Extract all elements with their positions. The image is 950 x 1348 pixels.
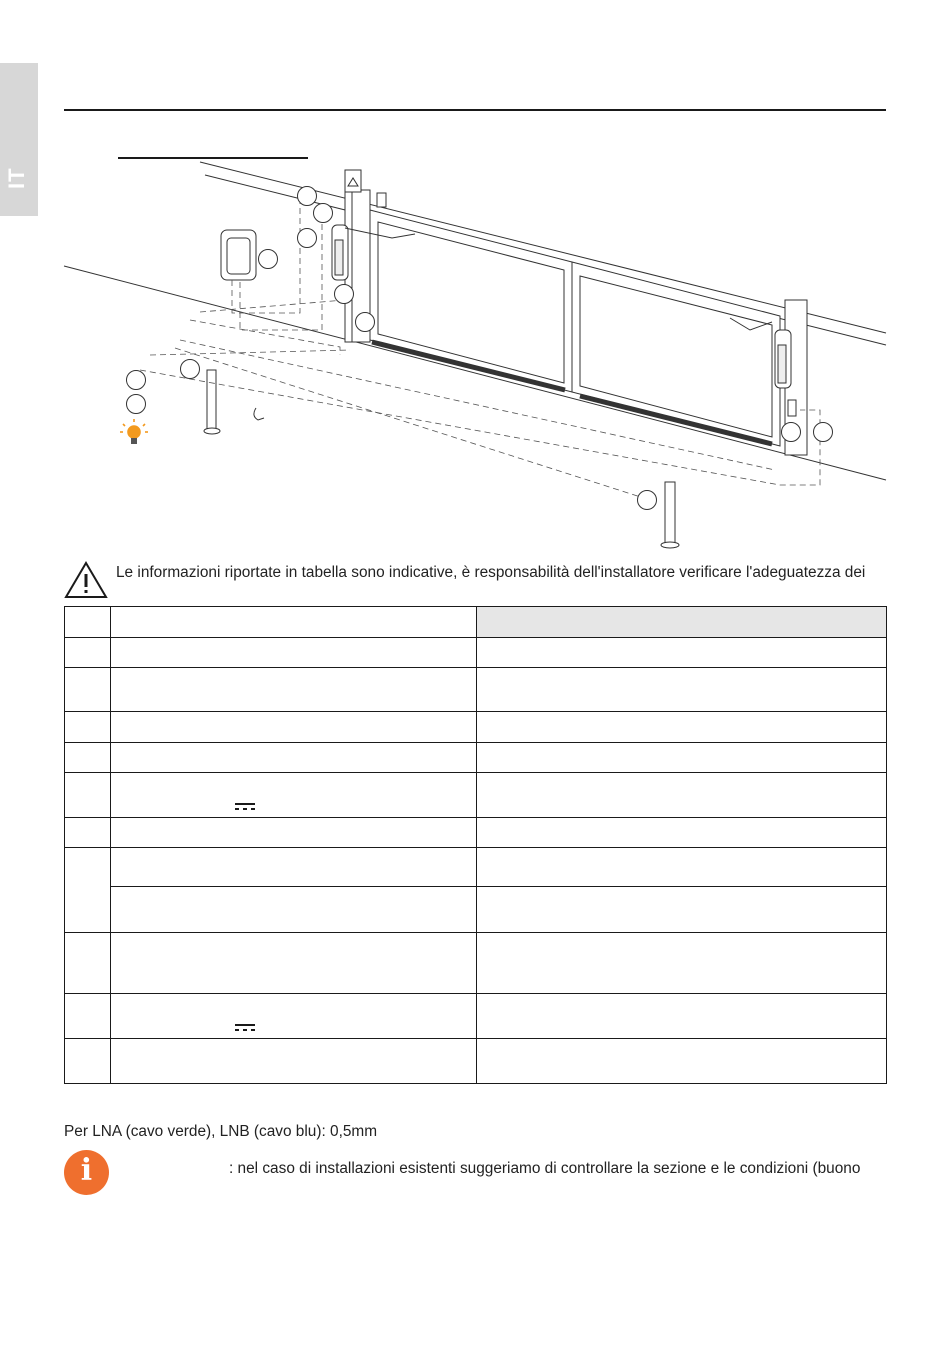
lamp-icon bbox=[120, 419, 148, 444]
callout-circle bbox=[127, 371, 146, 390]
installation-diagram bbox=[0, 0, 950, 560]
cable-spec-table bbox=[64, 606, 887, 1084]
info-note bbox=[64, 1150, 886, 1200]
callout-circle bbox=[298, 229, 317, 248]
info-icon: i bbox=[64, 1150, 109, 1195]
callout-circle bbox=[127, 395, 146, 414]
callout-circle bbox=[181, 360, 200, 379]
table-row bbox=[65, 994, 887, 1039]
dc-symbol-icon bbox=[235, 1024, 255, 1032]
key-selector bbox=[345, 170, 361, 192]
table-row bbox=[65, 818, 887, 848]
callout-circle bbox=[814, 423, 833, 442]
table-row bbox=[65, 743, 887, 773]
warning-text: Le informazioni riportate in tabella sono indicative, è responsabilità dell'installatore verificare l'adeguatezza dei bbox=[116, 564, 866, 581]
table-row bbox=[65, 773, 887, 818]
table-row bbox=[65, 712, 887, 743]
table-row bbox=[65, 1039, 887, 1084]
table-cell bbox=[65, 607, 111, 638]
photocell-post-right bbox=[665, 482, 675, 544]
language-tab-label: IT bbox=[4, 167, 29, 189]
table-row bbox=[65, 668, 887, 712]
table-header-cell bbox=[477, 607, 887, 638]
info-text: : nel caso di installazioni esistenti suggeriamo di controllare la sezione e le condizioni (buono bbox=[229, 1160, 861, 1177]
table-row bbox=[65, 933, 887, 994]
callout-circle bbox=[314, 204, 333, 223]
callout-circle bbox=[298, 187, 317, 206]
table-cell bbox=[111, 607, 477, 638]
table-row bbox=[65, 638, 887, 668]
callout-circle bbox=[259, 250, 278, 269]
cable-section-note: Per LNA (cavo verde), LNB (cavo blu): 0,5mm bbox=[64, 1123, 378, 1140]
small-accessory bbox=[254, 408, 264, 420]
photocell-post-left bbox=[207, 370, 216, 430]
warning-note bbox=[64, 560, 886, 600]
table-row bbox=[65, 848, 887, 887]
dc-symbol-icon bbox=[235, 803, 255, 811]
table-header-row bbox=[65, 607, 887, 638]
table-row bbox=[65, 887, 887, 933]
callout-circle bbox=[782, 423, 801, 442]
callout-circle bbox=[335, 285, 354, 304]
warning-triangle-icon bbox=[64, 560, 108, 600]
callout-circle bbox=[356, 313, 375, 332]
callout-circle bbox=[638, 491, 657, 510]
photocell-top bbox=[377, 193, 386, 207]
